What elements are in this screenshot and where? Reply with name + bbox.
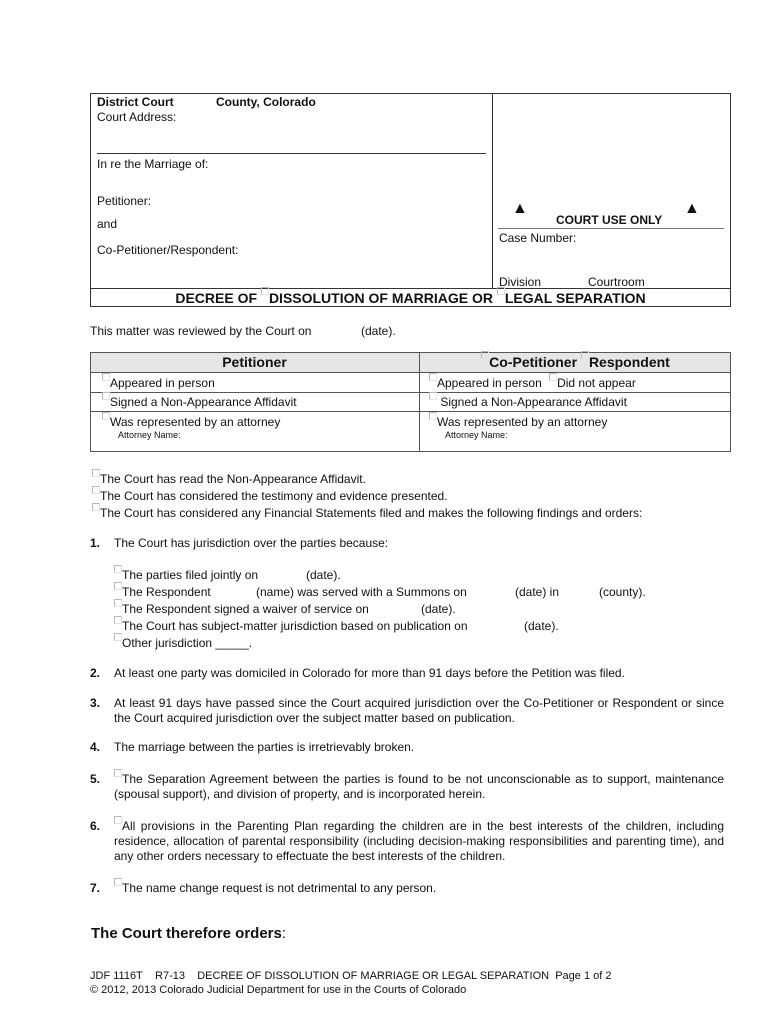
footer-copyright: © 2012, 2013 Colorado Judicial Department for use in the Courts of Colorado bbox=[90, 984, 467, 996]
petitioner-column-header: Petitioner bbox=[222, 354, 287, 370]
district-court-label: District Court bbox=[97, 95, 174, 109]
footer-revision: R7-13 bbox=[155, 970, 185, 982]
legal-separation-checkbox[interactable] bbox=[497, 287, 505, 295]
item-6-checkbox[interactable] bbox=[114, 816, 122, 824]
item-4-text: The marriage between the parties is irretrievably broken. bbox=[114, 740, 415, 754]
juris-opt-waiver bbox=[114, 602, 369, 616]
juris-served-checkbox[interactable] bbox=[114, 582, 122, 590]
finding-financial-label: The Court has considered any Financial Statements filed and makes the following findings and orders: bbox=[100, 506, 643, 520]
finding-affidavit-checkbox[interactable] bbox=[92, 469, 100, 477]
juris-opt-served bbox=[114, 585, 211, 599]
arrow-up-icon-left: ▲ bbox=[512, 200, 528, 217]
juris-opt-publication bbox=[114, 619, 468, 633]
juris-jointly-date: (date). bbox=[306, 568, 341, 582]
resp-represented-checkbox[interactable] bbox=[429, 412, 437, 420]
footer-form-id: JDF 1116T bbox=[90, 970, 143, 982]
finding-testimony bbox=[92, 489, 448, 503]
review-text: This matter was reviewed by the Court on bbox=[90, 324, 312, 338]
item-3-number: 3. bbox=[90, 696, 101, 710]
pet-represented-label: Was represented by an attorney bbox=[110, 415, 281, 429]
co-petitioner-checkbox[interactable] bbox=[481, 351, 489, 359]
resp-attorney-name-label: Attorney Name: bbox=[445, 430, 508, 440]
orders-heading-colon: : bbox=[281, 925, 287, 942]
resp-signed-label: Signed a Non-Appearance Affidavit bbox=[437, 395, 627, 409]
review-date: (date). bbox=[361, 324, 396, 338]
juris-opt-jointly bbox=[114, 568, 258, 582]
juris-waiver-date: (date). bbox=[421, 602, 456, 616]
item-5-number: 5. bbox=[90, 772, 101, 786]
title-prefix: DECREE OF bbox=[175, 290, 258, 306]
co-petitioner-header-label: Co-Petitioner bbox=[489, 354, 578, 370]
item-7-number: 7. bbox=[90, 881, 101, 895]
title-option-dissolution: DISSOLUTION OF MARRIAGE OR bbox=[268, 290, 493, 306]
finding-testimony-label: The Court has considered the testimony and evidence presented. bbox=[100, 489, 448, 503]
pet-signed-label: Signed a Non-Appearance Affidavit bbox=[110, 395, 297, 409]
table-row-divider-1 bbox=[90, 372, 731, 373]
table-row-divider-2 bbox=[90, 392, 731, 393]
juris-jointly-checkbox[interactable] bbox=[114, 565, 122, 573]
juris-jointly-label: The parties filed jointly on bbox=[122, 568, 259, 582]
item-6-number: 6. bbox=[90, 819, 101, 833]
table-row-divider-3 bbox=[90, 411, 731, 412]
juris-publication-date: (date). bbox=[524, 619, 559, 633]
decree-title bbox=[90, 290, 731, 306]
county-label: County, Colorado bbox=[216, 95, 316, 109]
court-use-only-label: COURT USE ONLY bbox=[556, 213, 663, 227]
finding-financial-checkbox[interactable] bbox=[92, 503, 100, 511]
division-label: Division bbox=[499, 275, 542, 289]
juris-served-name: (name) was served with a Summons on bbox=[256, 585, 467, 599]
finding-affidavit bbox=[92, 472, 366, 486]
item-3-text: At least 91 days have passed since the Court acquired jurisdiction over the Co-Petitioner or Respondent or since the Court acquired jurisdiction over the subject matter based on publication. bbox=[114, 696, 724, 725]
item-6-text: All provisions in the Parenting Plan regarding the children are in the best interests of the children, including residence, allocation of parental responsibility (including decision-making responsibilities and parenting time), and any other orders necessary to effectuate the best interests of the children. bbox=[114, 819, 724, 863]
juris-served-date: (date) in bbox=[515, 585, 560, 599]
item-7-block bbox=[114, 881, 724, 895]
item-7-checkbox[interactable] bbox=[114, 878, 122, 886]
item-2-number: 2. bbox=[90, 666, 101, 680]
orders-heading-text: The Court therefore orders bbox=[91, 925, 282, 942]
footer-form-title: DECREE OF DISSOLUTION OF MARRIAGE OR LEGAL SEPARATION bbox=[197, 970, 550, 982]
arrow-up-icon-right: ▲ bbox=[684, 200, 700, 217]
title-option-legal-separation: LEGAL SEPARATION bbox=[504, 290, 646, 306]
pet-attorney-name-label: Attorney Name: bbox=[118, 430, 181, 440]
juris-waiver-label: The Respondent signed a waiver of service on bbox=[122, 602, 369, 616]
court-use-underline bbox=[498, 228, 724, 229]
item-2-text: At least one party was domiciled in Colorado for more than 91 days before the Petition was filed. bbox=[114, 666, 625, 680]
juris-publication-checkbox[interactable] bbox=[114, 616, 122, 624]
juris-waiver-checkbox[interactable] bbox=[114, 599, 122, 607]
resp-not-appear-label: Did not appear bbox=[557, 376, 636, 390]
courtroom-label: Courtroom bbox=[588, 275, 645, 289]
item-5-block bbox=[114, 772, 724, 802]
respondent-checkbox[interactable] bbox=[581, 351, 589, 359]
resp-represented-label: Was represented by an attorney bbox=[437, 415, 608, 429]
resp-appeared-row bbox=[429, 376, 636, 390]
footer-line-1 bbox=[90, 970, 611, 982]
pet-appeared-checkbox[interactable] bbox=[102, 373, 110, 381]
co-petitioner-column-header bbox=[420, 354, 731, 370]
resp-signed-checkbox[interactable] bbox=[429, 392, 437, 400]
finding-financial bbox=[92, 506, 642, 520]
respondent-header-label: Respondent bbox=[588, 354, 670, 370]
caption-divider bbox=[492, 93, 493, 289]
and-label: and bbox=[97, 217, 118, 231]
juris-other-checkbox[interactable] bbox=[114, 633, 122, 641]
orders-heading bbox=[91, 925, 286, 942]
item-1-text: The Court has jurisdiction over the parties because: bbox=[114, 536, 389, 550]
petitioner-label: Petitioner: bbox=[97, 194, 152, 208]
in-re-label: In re the Marriage of: bbox=[97, 157, 209, 171]
case-number-label: Case Number: bbox=[499, 231, 577, 245]
item-1-number: 1. bbox=[90, 536, 101, 550]
juris-opt-other bbox=[114, 636, 252, 650]
resp-not-appear-checkbox[interactable] bbox=[549, 373, 557, 381]
co-petitioner-label: Co-Petitioner/Respondent: bbox=[97, 243, 239, 257]
court-address-label: Court Address: bbox=[97, 110, 177, 124]
resp-appeared-checkbox[interactable] bbox=[429, 373, 437, 381]
item-5-checkbox[interactable] bbox=[114, 769, 122, 777]
pet-signed-checkbox[interactable] bbox=[102, 392, 110, 400]
juris-publication-label: The Court has subject-matter jurisdiction based on publication on bbox=[122, 619, 468, 633]
juris-served-label: The Respondent bbox=[122, 585, 211, 599]
item-5-text: The Separation Agreement between the parties is found to be not unconscionable as to support, maintenance (spousal support), and division of property, and is incorporated herein. bbox=[114, 772, 724, 801]
resp-signed-row bbox=[429, 395, 627, 409]
pet-represented-row bbox=[102, 415, 280, 429]
pet-appeared-row bbox=[102, 376, 215, 390]
address-underline bbox=[97, 153, 486, 154]
pet-signed-row bbox=[102, 395, 297, 409]
item-7-text: The name change request is not detrimental to any person. bbox=[122, 881, 437, 895]
pet-represented-checkbox[interactable] bbox=[102, 412, 110, 420]
finding-testimony-checkbox[interactable] bbox=[92, 486, 100, 494]
pet-appeared-label: Appeared in person bbox=[110, 376, 215, 390]
item-6-block bbox=[114, 819, 724, 864]
resp-appeared-label: Appeared in person bbox=[437, 376, 542, 390]
finding-affidavit-label: The Court has read the Non-Appearance Affidavit. bbox=[100, 472, 366, 486]
resp-represented-row bbox=[429, 415, 607, 429]
footer-page: Page 1 of 2 bbox=[555, 970, 612, 982]
juris-other-label: Other jurisdiction _____. bbox=[122, 636, 253, 650]
juris-served-county: (county). bbox=[599, 585, 646, 599]
dissolution-checkbox[interactable] bbox=[261, 287, 269, 295]
item-4-number: 4. bbox=[90, 740, 101, 754]
